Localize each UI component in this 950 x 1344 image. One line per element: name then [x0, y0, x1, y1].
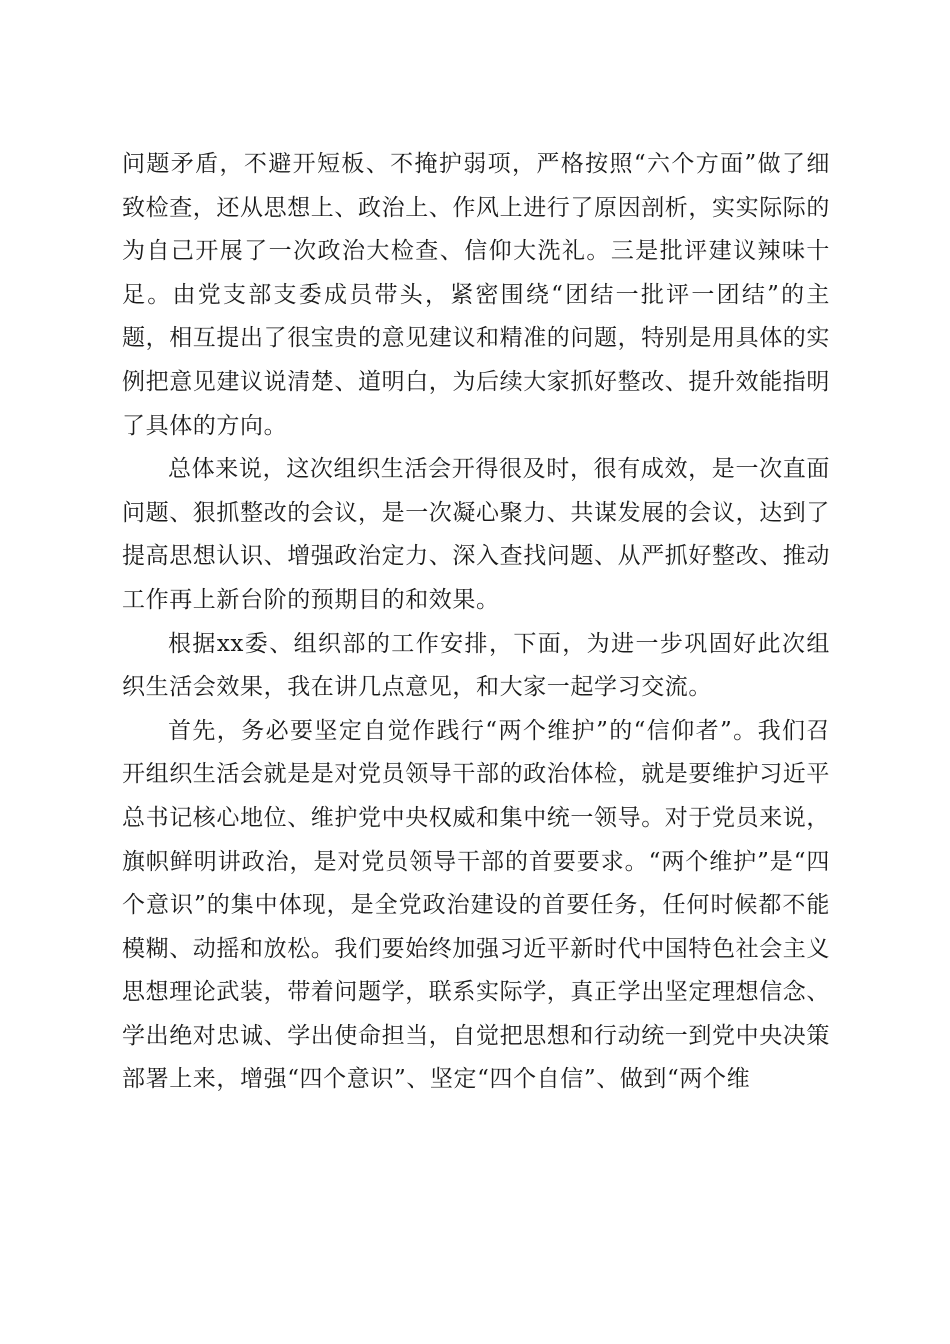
paragraph-intro: 根据xx委、组织部的工作安排，下面，为进一步巩固好此次组织生活会效果，我在讲几点意见，和大家一起学习交流。 — [122, 630, 830, 701]
paragraph-first-point: 首先，务必要坚定自觉作践行“两个维护”的“信仰者”。我们召开组织生活会就是是对党员领导干部的政治体检，就是要维护习近平总书记核心地位、维护党中央权威和集中统一领导。对于党员来说，旗帜鲜明讲政治，是对党员领导干部的首要要求。“两个维护”是“四个意识”的集中体现，是全党政治建设的首要任务，任何时候都不能模糊、动摇和放松。我们要始终加强习近平新时代中国特色社会主义思想理论武装，带着问题学，联系实际学，真正学出坚定理想信念、学出绝对忠诚、学出使命担当，自觉把思想和行动统一到党中央决策部署上来，增强“四个意识”、坚定“四个自信”、做到“两个维 — [122, 717, 830, 1093]
paragraph-continued: 问题矛盾，不避开短板、不掩护弱项，严格按照“六个方面”做了细致检查，还从思想上、政治上、作风上进行了原因剖析，实实际际的为自己开展了一次政治大检查、信仰大洗礼。三是批评建议辣味十足。由党支部支委成员带头，紧密围绕“团结一批评一团结”的主题，相互提出了很宝贵的意见建议和精准的问题，特别是用具体的实例把意见建议说清楚、道明白，为后续大家抓好整改、提升效能指明了具体的方向。 — [122, 151, 830, 439]
body-text — [122, 143, 830, 1102]
paragraph-summary: 总体来说，这次组织生活会开得很及时，很有成效，是一次直面问题、狠抓整改的会议，是一次凝心聚力、共谋发展的会议，达到了提高思想认识、增强政治定力、深入查找问题、从严抓好整改、推动工作再上新台阶的预期目的和效果。 — [122, 456, 830, 613]
